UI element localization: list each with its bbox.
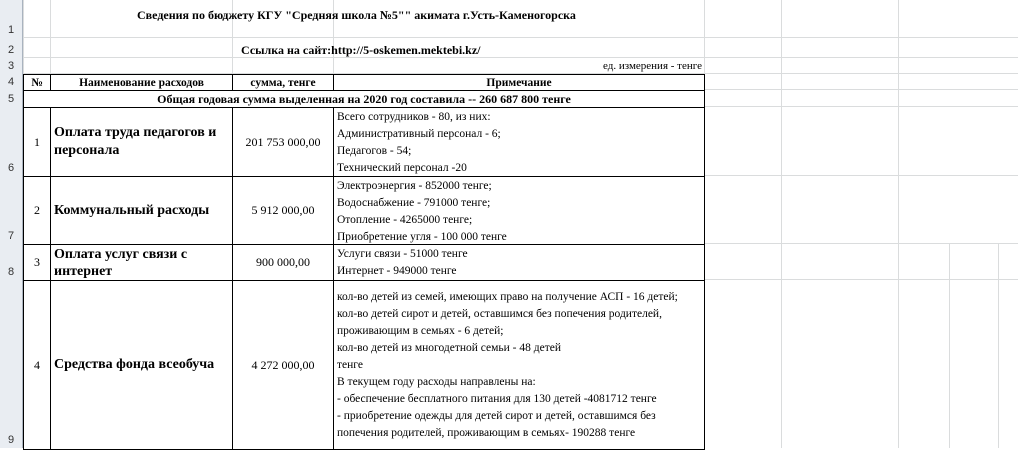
gridline <box>704 243 1018 244</box>
site-link[interactable]: Ссылка на сайт:http://5-oskemen.mektebi.kz/ <box>241 43 481 57</box>
gridline <box>23 0 24 74</box>
row-2-name: Коммунальный расходы <box>50 176 233 245</box>
gridline <box>998 244 999 448</box>
gridline <box>704 106 1018 107</box>
row-3-sum: 900 000,00 <box>232 244 334 281</box>
gridline <box>704 279 1018 280</box>
row-1-name: Оплата труда педагогов и персонала <box>50 107 233 177</box>
gridline <box>23 37 1018 38</box>
row-4-name: Средства фонда всеобуча <box>50 280 233 450</box>
note-line: Интернет - 949000 тенге <box>337 265 457 277</box>
row-2-sum: 5 912 000,00 <box>232 176 334 245</box>
note-line: кол-во детей из многодетной семьи - 48 детей <box>337 342 561 354</box>
note-line: Водоснабжение - 791000 тенге; <box>337 197 491 209</box>
note-line: - обеспечение бесплатного питания для 130 детей -4081712 тенге <box>337 393 657 405</box>
header-sum: сумма, тенге <box>232 74 334 91</box>
row-1-num: 1 <box>23 107 51 177</box>
note-line: Отопление - 4265000 тенге; <box>337 214 473 226</box>
row-header-6[interactable]: 6 <box>0 107 23 176</box>
row-2-note <box>333 176 705 245</box>
note-line: проживающим в семьях - 6 детей; <box>337 325 504 337</box>
total-row: Общая годовая сумма выделенная на 2020 год составила -- 260 687 800 тенге <box>23 90 705 108</box>
note-line: кол-во детей сирот и детей, оставшимся без попечения родителей, <box>337 308 662 320</box>
note-line: кол-во детей из семей, имеющих право на получение АСП - 16 детей; <box>337 291 678 303</box>
header-note: Примечание <box>333 74 705 91</box>
row-header-1[interactable]: 1 <box>0 0 23 38</box>
row-header-2[interactable]: 2 <box>0 38 23 58</box>
row-header-3[interactable]: 3 <box>0 58 23 74</box>
row-4-num: 4 <box>23 280 51 450</box>
row-header-7[interactable]: 7 <box>0 176 23 244</box>
row-4-note <box>333 280 705 450</box>
note-line: Услуги связи - 51000 тенге <box>337 248 468 260</box>
gridline <box>949 244 950 448</box>
row-header-5[interactable]: 5 <box>0 90 23 107</box>
gridline <box>50 0 51 74</box>
header-num: № <box>23 74 51 91</box>
gridline <box>704 89 1018 90</box>
row-header-4[interactable]: 4 <box>0 74 23 90</box>
header-name: Наименование расходов <box>50 74 233 91</box>
gridline <box>898 0 899 448</box>
report-title: Сведения по бюджету КГУ "Средняя школа №5"" акимата г.Усть-Каменогорска <box>137 8 576 22</box>
note-line: попечения родителей, проживающим в семьях- 190288 тенге <box>337 427 636 439</box>
note-line: В текущем году расходы направлены на: <box>337 376 536 388</box>
units-note: ед. измерения - тенге <box>603 60 702 72</box>
note-line: - приобретение одежды для детей сирот и детей, оставшимся без <box>337 410 656 422</box>
gridline <box>781 0 782 448</box>
spreadsheet-grid[interactable] <box>23 0 1018 448</box>
note-line: Педагогов - 54; <box>337 145 412 157</box>
note-line: Административный персонал - 6; <box>337 128 501 140</box>
gridline <box>704 175 1018 176</box>
note-line: Приобретение угля - 100 000 тенге <box>337 231 507 243</box>
row-3-note <box>333 244 705 281</box>
row-1-note <box>333 107 705 177</box>
note-line: Всего сотрудников - 80, из них: <box>337 111 491 123</box>
row-4-sum: 4 272 000,00 <box>232 280 334 450</box>
row-header-8[interactable]: 8 <box>0 244 23 280</box>
row-3-name: Оплата услуг связи с интернет <box>50 244 233 281</box>
row-1-sum: 201 753 000,00 <box>232 107 334 177</box>
row-3-num: 3 <box>23 244 51 281</box>
note-line: Электроэнергия - 852000 тенге; <box>337 180 492 192</box>
note-line: Технический персонал -20 <box>337 162 467 174</box>
row-header-9[interactable]: 9 <box>0 280 23 448</box>
row-2-num: 2 <box>23 176 51 245</box>
note-line: тенге <box>337 359 363 371</box>
